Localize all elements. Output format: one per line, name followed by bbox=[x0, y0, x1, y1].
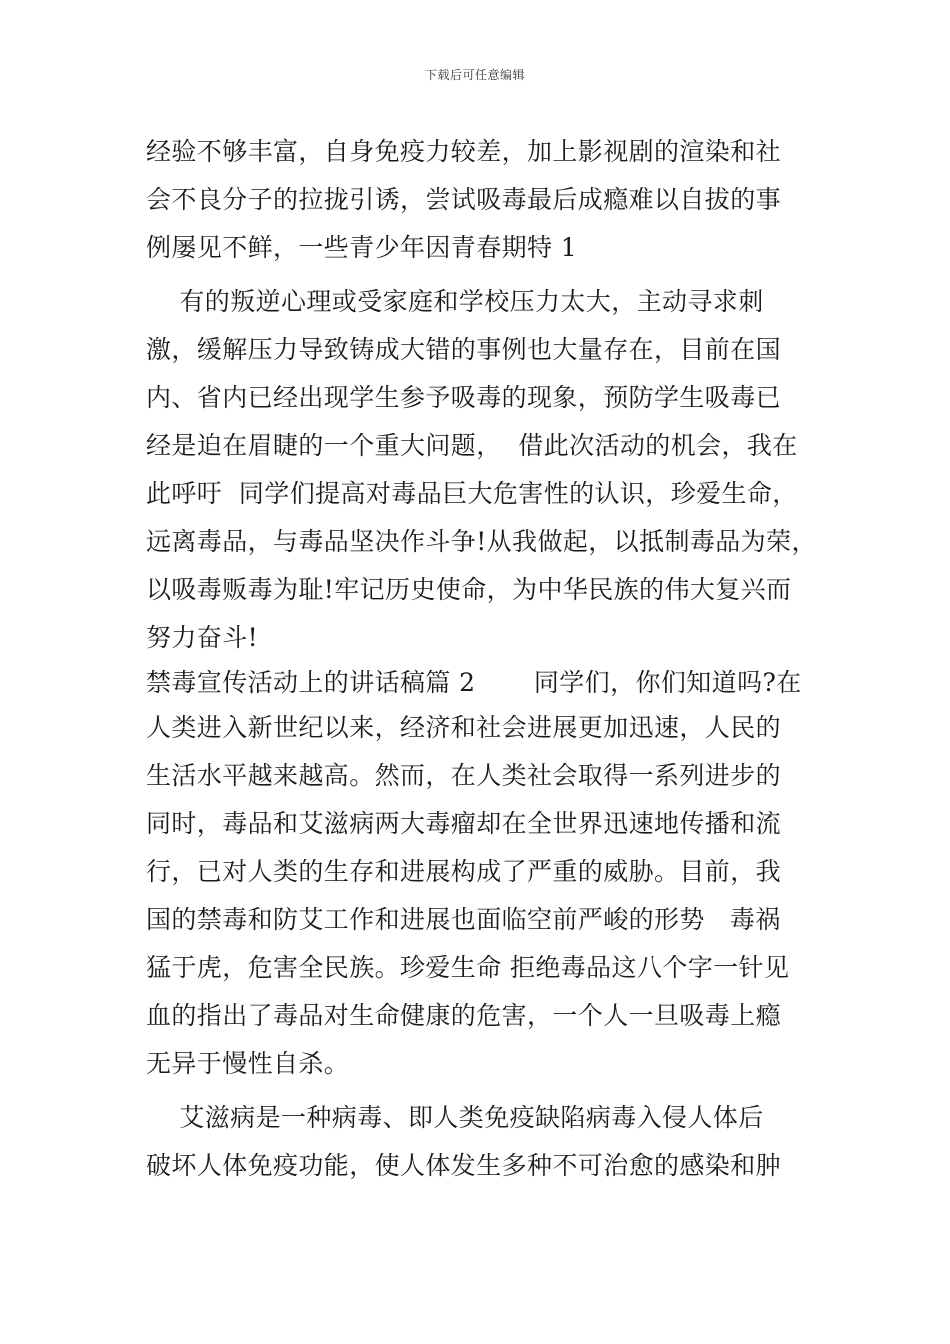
paragraph-start-line: 有的叛逆心理或受家庭和学校压力太大，主动寻求刺 bbox=[146, 287, 764, 316]
text-line: 例屡见不鲜，一些青少年因青春期特 1 bbox=[146, 233, 578, 262]
text-line: 内、省内已经出现学生参予吸毒的现象，预防学生吸毒已 bbox=[146, 383, 782, 412]
text-line: 行，已对人类的生存和进展构成了严重的威胁。目前，我 bbox=[146, 857, 782, 886]
text-line: 激，缓解压力导致铸成大错的事例也大量存在，目前在国 bbox=[146, 335, 782, 364]
paragraph-start-line: 艾滋病是一种病毒、即人类免疫缺陷病毒入侵人体后 bbox=[146, 1103, 764, 1132]
text-line: 人类进入新世纪以来，经济和社会进展更加迅速，人民的 bbox=[146, 713, 782, 742]
text-line: 会不良分子的拉拢引诱，尝试吸毒最后成瘾难以自拔的事 bbox=[146, 185, 782, 214]
text-line: 以吸毒贩毒为耻!牢记历史使命，为中华民族的伟大复兴而 bbox=[146, 575, 792, 604]
text-line: 猛于虎，危害全民族。珍爱生命 拒绝毒品这八个字一针见 bbox=[146, 953, 790, 982]
text-line: 此呼吁 同学们提高对毒品巨大危害性的认识，珍爱生命， bbox=[146, 479, 798, 508]
text-line: 同时，毒品和艾滋病两大毒瘤却在全世界迅速地传播和流 bbox=[146, 809, 782, 838]
text-line: 远离毒品，与毒品坚决作斗争!从我做起，以抵制毒品为荣， bbox=[146, 527, 817, 556]
section-heading-line: 禁毒宣传活动上的讲话稿篇 2 同学们，你们知道吗?在 bbox=[146, 668, 802, 697]
document-body bbox=[146, 128, 826, 1190]
text-line: 无异于慢性自杀。 bbox=[146, 1049, 350, 1078]
text-line: 生活水平越来越高。然而，在人类社会取得一系列进步的 bbox=[146, 761, 782, 790]
text-line: 破坏人体免疫功能，使人体发生多种不可治愈的感染和肿 bbox=[146, 1151, 782, 1180]
page-header-note: 下载后可任意编辑 bbox=[424, 68, 525, 82]
text-line: 努力奋斗! bbox=[146, 623, 259, 652]
text-line: 经验不够丰富，自身免疫力较差，加上影视剧的渲染和社 bbox=[146, 137, 782, 166]
text-line: 血的指出了毒品对生命健康的危害，一个人一旦吸毒上瘾 bbox=[146, 1001, 782, 1030]
text-line: 经是迫在眉睫的一个重大问题， 借此次活动的机会，我在 bbox=[146, 431, 798, 460]
text-line: 国的禁毒和防艾工作和进展也面临空前严峻的形势 毒祸 bbox=[146, 905, 781, 934]
